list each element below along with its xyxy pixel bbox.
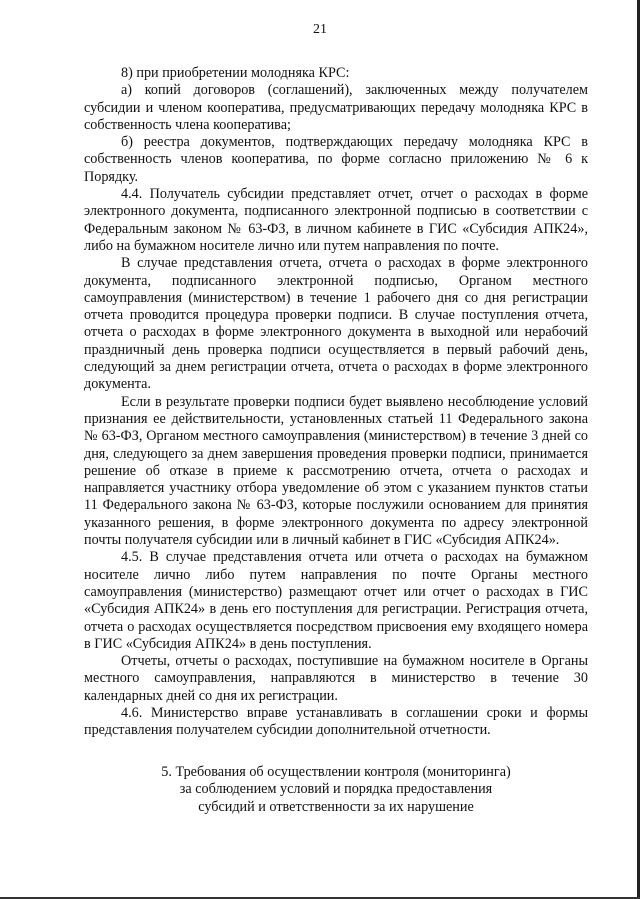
document-body (84, 65, 588, 740)
heading-line-3: субсидий и ответственности за их нарушение (198, 798, 474, 815)
paragraph-4-4-report-submission: 4.4. Получатель субсидии представляет отчет, отчет о расходах в форме электронного документа, подписанного электронной подписью в соответствии с Федеральным законом № 63-ФЗ, в личном кабинете в ГИС «Субсидия АПК24», либо на бумажном носителе лично или путем направления по почте. (84, 186, 588, 254)
page-number: 21 (313, 22, 327, 37)
paragraph-a-contract-copies: а) копий договоров (соглашений), заключенных между получателем субсидии и членом кооператива, предусматривающих передачу молодняка КРС в собственность члена кооператива; (84, 82, 588, 133)
section-5-heading (84, 764, 588, 816)
heading-line-1: 5. Требования об осуществлении контроля (мониторинга) (161, 764, 511, 780)
paragraph-4-5-paper-report: 4.5. В случае представления отчета или отчета о расходах на бумажном носителе лично либо путем направления по почте Органы местного самоуправления (министерство) размещают отчет или отчет о расходах в ГИС «Субсидия АПК24» в день его поступления для регистрации. Регистрация отчета, отчета о расходах осуществляется посредством присвоения ему входящего номера в ГИС «Субсидия АПК24» в день поступления. (84, 549, 588, 652)
heading-line-2: за соблюдением условий и порядка предоставления (179, 781, 493, 798)
paragraph-4-6-additional-reporting: 4.6. Министерство вправе устанавливать в соглашении сроки и формы представления получателем субсидии дополнительной отчетности. (84, 704, 588, 739)
paragraph-signature-violation: Если в результате проверки подписи будет выявлено несоблюдение условий признания ее действительности, установленных статьей 11 Федерального закона № 63-ФЗ, Органом местного самоуправления (министерством) в течение 3 дней со дня, следующего за днем завершения проведения проверки подписи, принимается решение об отказе в приеме к рассмотрению отчета, отчета о расходах и направляется участнику отбора уведомление об этом с указанием пунктов статьи 11 Федерального закона № 63-ФЗ, которые послужили основанием для принятия указанного решения, в форме электронного документа по адресу электронной почты получателя субсидии или в личный кабинет в ГИС «Субсидия АПК24». (84, 393, 588, 549)
paragraph-paper-reports-forwarding: Отчеты, отчеты о расходах, поступившие на бумажном носителе в Органы местного самоуправления, направляются в министерство в течение 30 календарных дней со дня их регистрации. (84, 653, 588, 704)
paragraph-b-document-register: б) реестра документов, подтверждающих передачу молодняка КРС в собственность членов кооператива, по форме согласно приложению № 6 к Порядку. (84, 134, 588, 185)
paragraph-signature-check: В случае представления отчета, отчета о расходах в форме электронного документа, подписанного электронной подписью, Органом местного самоуправления (министерством) в течение 1 рабочего дня со дня регистрации отчета проводится процедура проверки подписи. В случае поступления отчета, отчета о расходах в форме электронного документа в выходной или нерабочий праздничный день проверка подписи осуществляется в первый рабочий день, следующий за днем регистрации отчета, отчета о расходах в форме электронного документа. (84, 255, 588, 393)
paragraph-8-young-cattle: 8) при приобретении молодняка КРС: (121, 65, 350, 81)
